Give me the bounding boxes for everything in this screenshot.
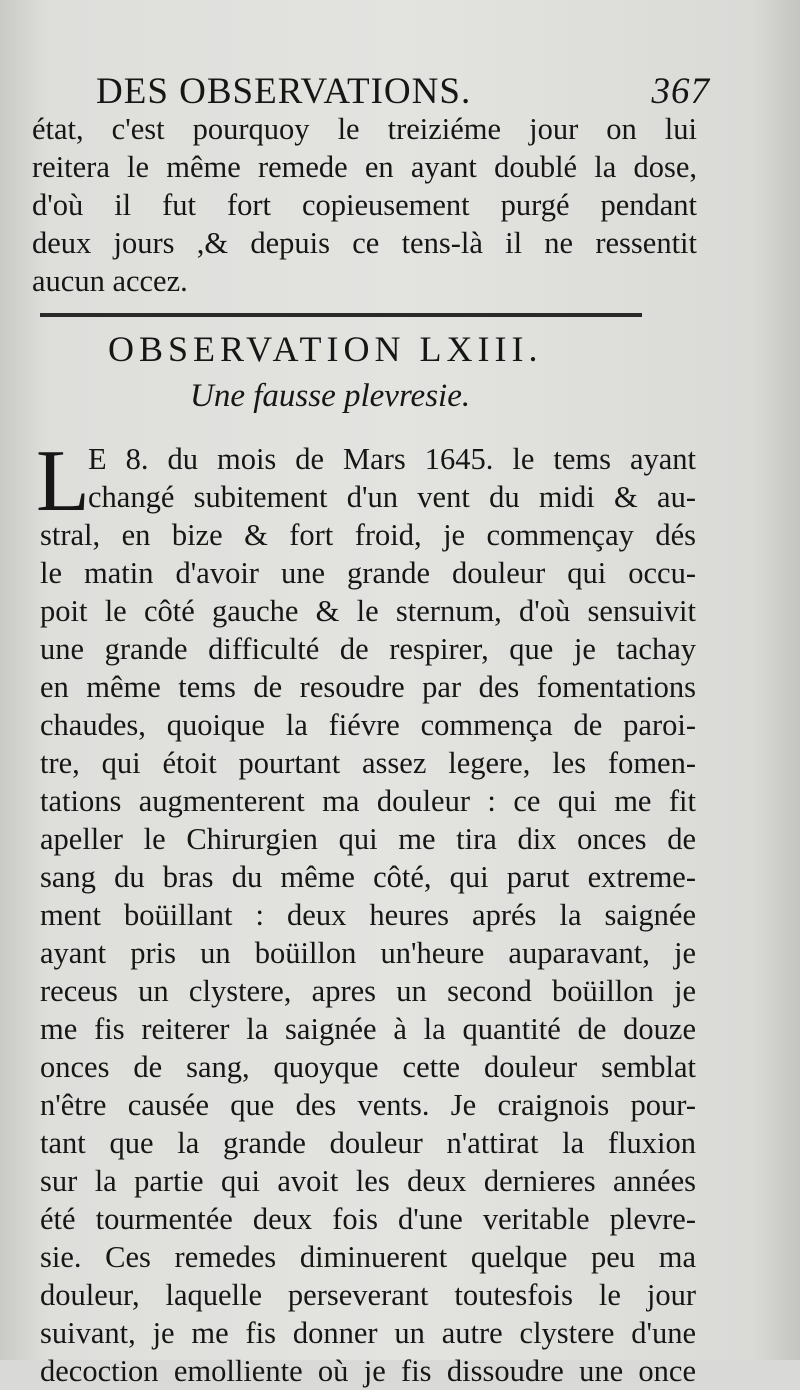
continuation-paragraph — [32, 110, 697, 300]
text-line: tations augmenterent ma douleur : ce qui me fit — [40, 784, 696, 818]
text-line: me fis reiterer la saignée à la quantité de douze — [40, 1012, 696, 1046]
text-line: deux jours ,& depuis ce tens-là il ne ressentit — [32, 226, 697, 260]
text-line: stral, en bize & fort froid, je commençay dés — [40, 518, 696, 552]
observation-opening-lines — [88, 440, 696, 516]
text-line: changé subitement d'un vent du midi & au- — [88, 480, 696, 514]
text-line: état, c'est pourquoy le treiziéme jour on lui — [32, 112, 697, 146]
text-line: decoction emolliente où je fis dissoudre une once — [40, 1354, 696, 1388]
section-divider-rule — [40, 313, 642, 317]
text-line: tant que la grande douleur n'attirat la fluxion — [40, 1126, 696, 1160]
running-head-title: DES OBSERVATIONS. — [96, 71, 472, 112]
text-line: chaudes, quoique la fiévre commença de paroi- — [40, 708, 696, 742]
observation-subtitle: Une fausse plevresie. — [190, 378, 471, 414]
text-line: sie. Ces remedes diminuerent quelque peu ma — [40, 1240, 696, 1274]
text-line: reitera le même remede en ayant doublé la dose, — [32, 150, 697, 184]
text-line: une grande difficulté de respirer, que je tachay — [40, 632, 696, 666]
page-number: 367 — [651, 71, 710, 112]
text-line: en même tems de resoudre par des fomentations — [40, 670, 696, 704]
text-line: tre, qui étoit pourtant assez legere, les fomen- — [40, 746, 696, 780]
text-line: suivant, je me fis donner un autre clystere d'une — [40, 1316, 696, 1350]
observation-body — [40, 516, 696, 1390]
text-line: le matin d'avoir une grande douleur qui occu- — [40, 556, 696, 590]
text-line: aucun accez. — [32, 264, 188, 298]
text-line: sur la partie qui avoit les deux dernieres années — [40, 1164, 696, 1198]
text-line: ment boüillant : deux heures aprés la saignée — [40, 898, 696, 932]
observation-heading: OBSERVATION LXIII. — [108, 329, 543, 369]
text-line: E 8. du mois de Mars 1645. le tems ayant — [88, 442, 696, 476]
text-line: n'être causée que des vents. Je craignois pour- — [40, 1088, 696, 1122]
text-line: poit le côté gauche & le sternum, d'où sensuivit — [40, 594, 696, 628]
text-line: d'où il fut fort copieusement purgé pendant — [32, 188, 697, 222]
text-line: sang du bras du même côté, qui parut extreme- — [40, 860, 696, 894]
text-line: onces de sang, quoyque cette douleur semblat — [40, 1050, 696, 1084]
drop-cap: L — [36, 433, 90, 530]
text-line: été tourmentée deux fois d'une veritable plevre- — [40, 1202, 696, 1236]
text-line: ayant pris un boüillon un'heure auparavant, je — [40, 936, 696, 970]
text-line: douleur, laquelle perseverant toutesfois le jour — [40, 1278, 696, 1312]
text-line: receus un clystere, apres un second boüillon je — [40, 974, 696, 1008]
text-line: apeller le Chirurgien qui me tira dix onces de — [40, 822, 696, 856]
